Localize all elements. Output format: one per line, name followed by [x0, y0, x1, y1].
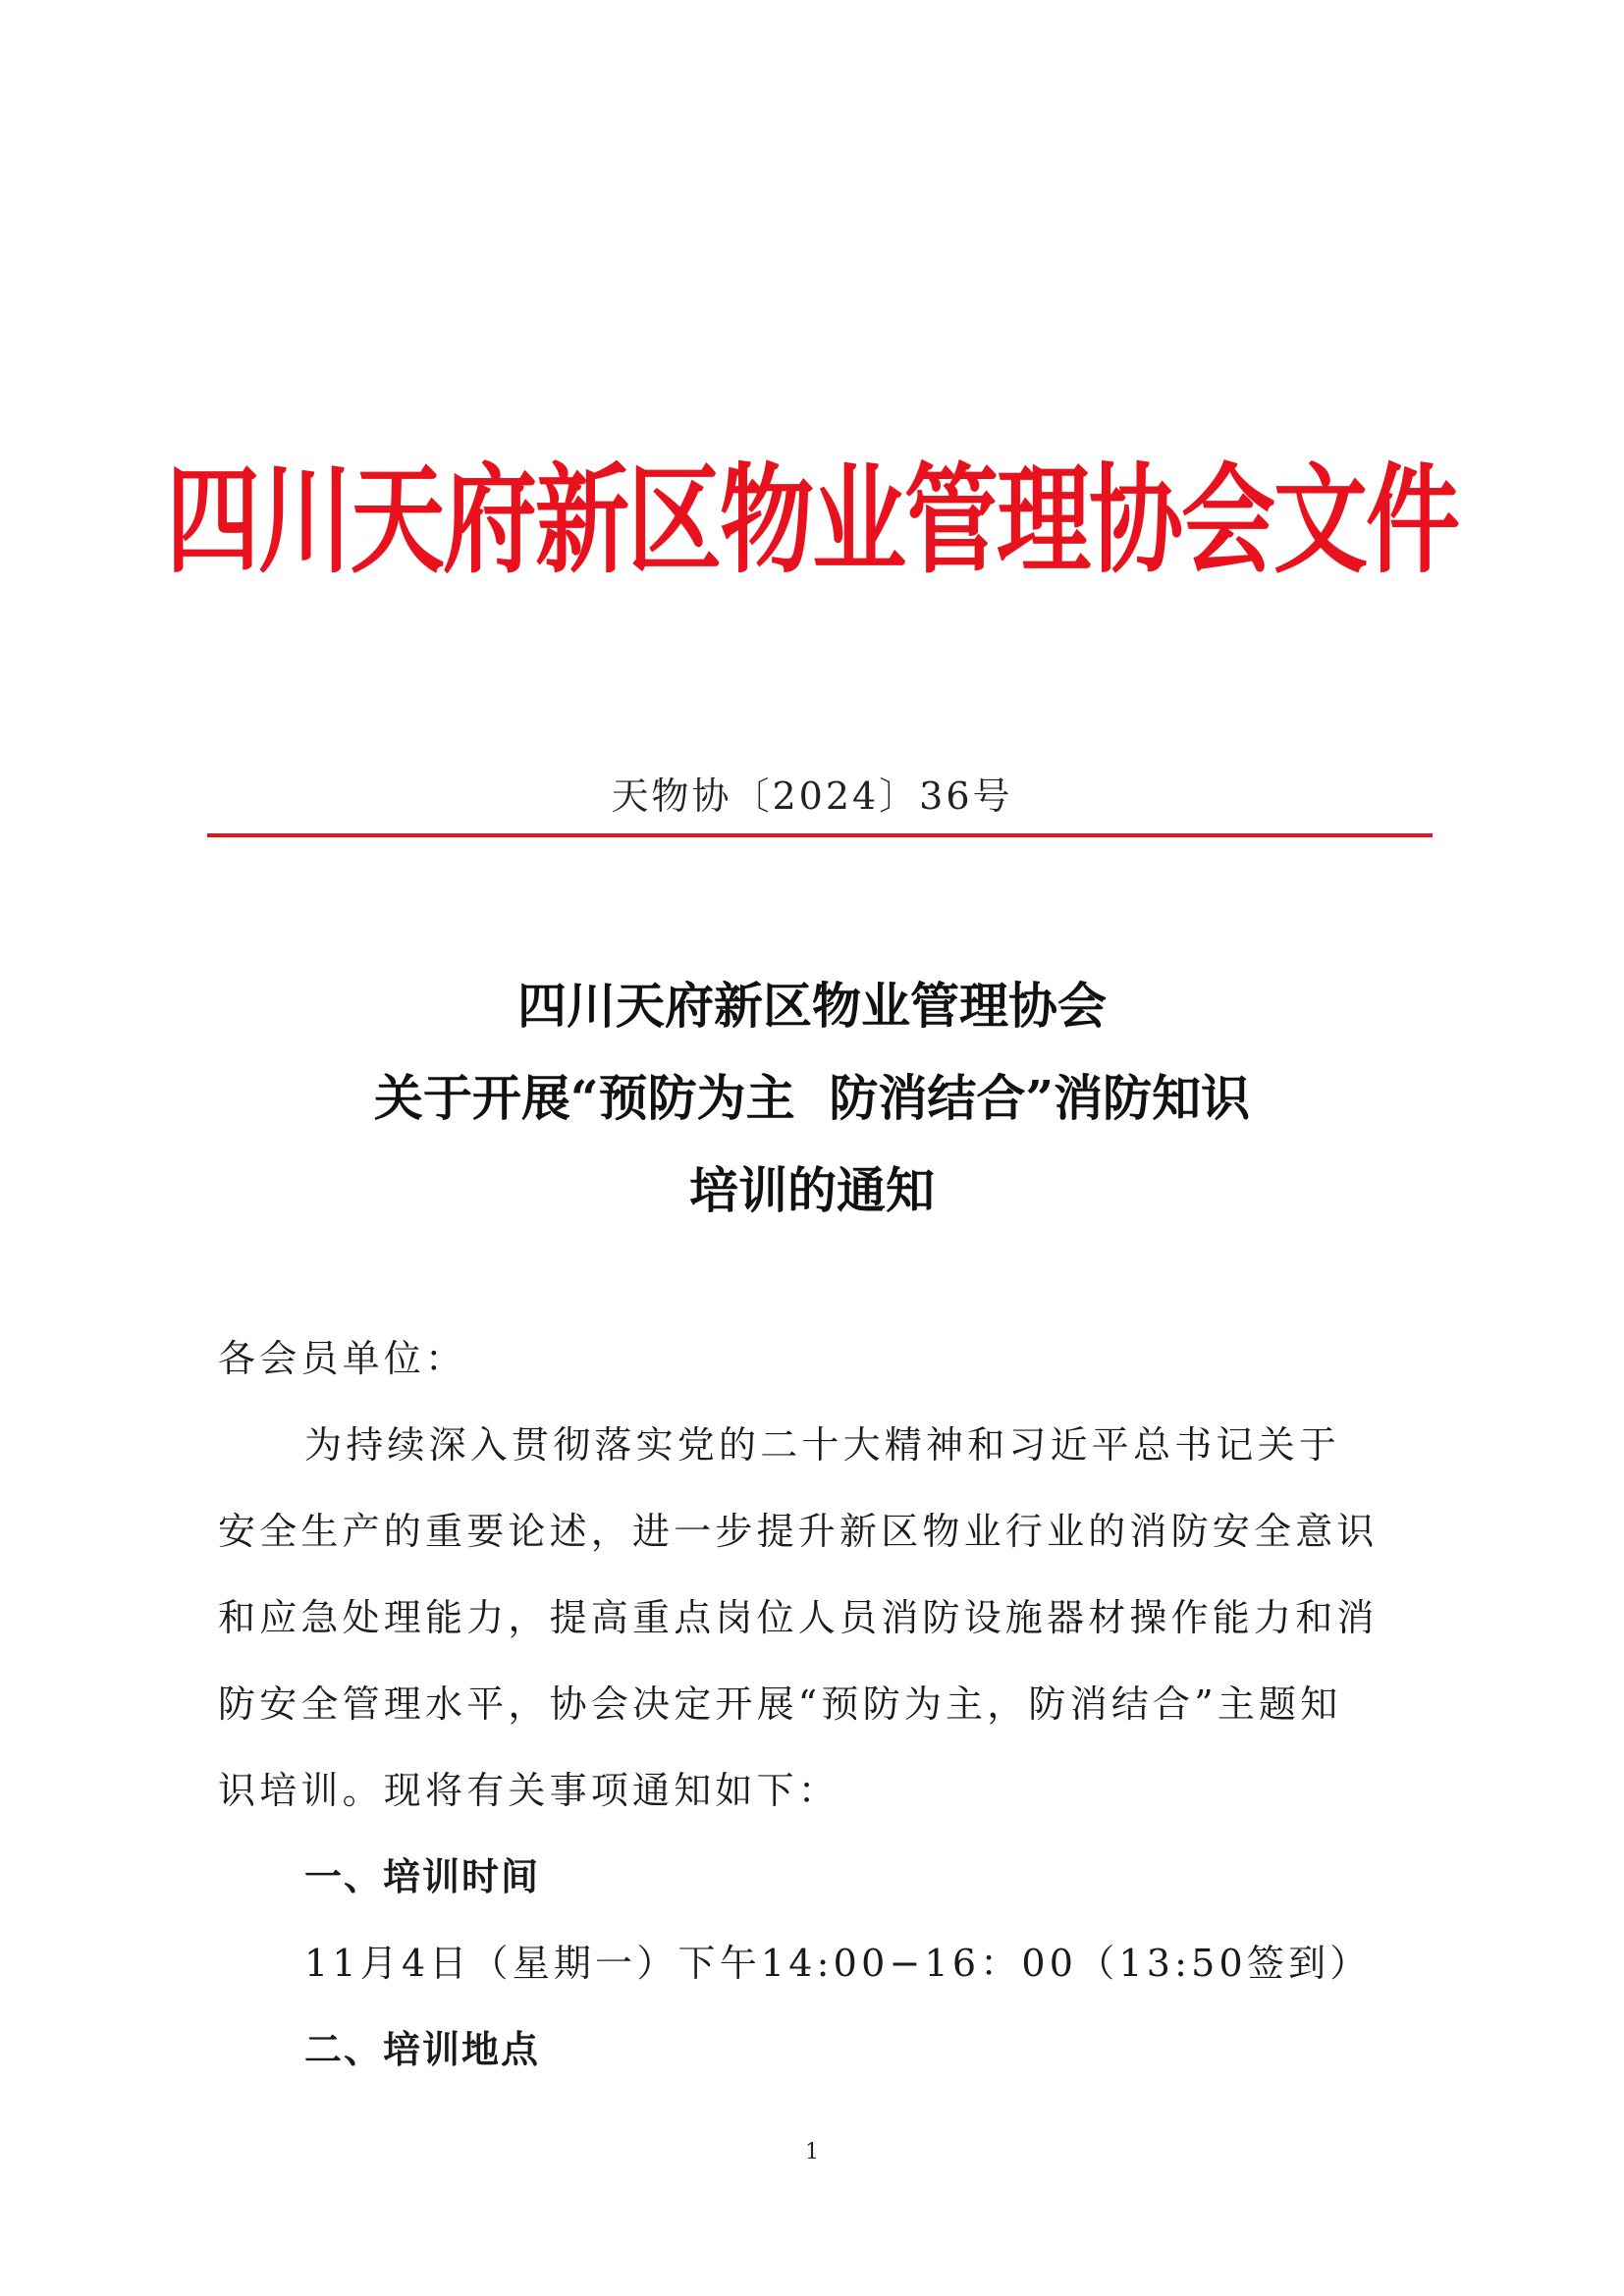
notice-body: [218, 1315, 1432, 2093]
title-line-2: 关于开展“预防为主 防消结合”消防知识: [373, 1069, 1251, 1127]
title-line-1: 四川天府新区物业管理协会: [517, 977, 1107, 1035]
document-number: 天物协〔2024〕36号: [611, 774, 1013, 818]
intro-line-1: 为持续深入贯彻落实党的二十大精神和习近平总书记关于: [304, 1423, 1341, 1467]
intro-line-3: 和应急处理能力，提高重点岗位人员消防设施器材操作能力和消: [218, 1596, 1379, 1639]
section-heading-training-time: 一、培训时间: [304, 1855, 541, 1898]
title-line-3: 培训的通知: [689, 1161, 935, 1219]
intro-line-2: 安全生产的重要论述，进一步提升新区物业行业的消防安全意识: [218, 1510, 1379, 1553]
training-time-text: 11月4日（星期一）下午14:00−16：00（13:50签到）: [304, 1942, 1372, 1985]
masthead-title: 四川天府新区物业管理协会文件: [166, 450, 1458, 589]
salutation: 各会员单位：: [218, 1337, 467, 1380]
red-divider-line: [207, 833, 1433, 837]
page-number: 1: [805, 2140, 819, 2164]
section-heading-training-location: 二、培训地点: [304, 2028, 541, 2071]
intro-line-5: 识培训。现将有关事项通知如下：: [218, 1769, 840, 1812]
notice-title: [0, 960, 1624, 1237]
intro-line-4: 防安全管理水平，协会决定开展“预防为主，防消结合”主题知: [218, 1682, 1342, 1726]
